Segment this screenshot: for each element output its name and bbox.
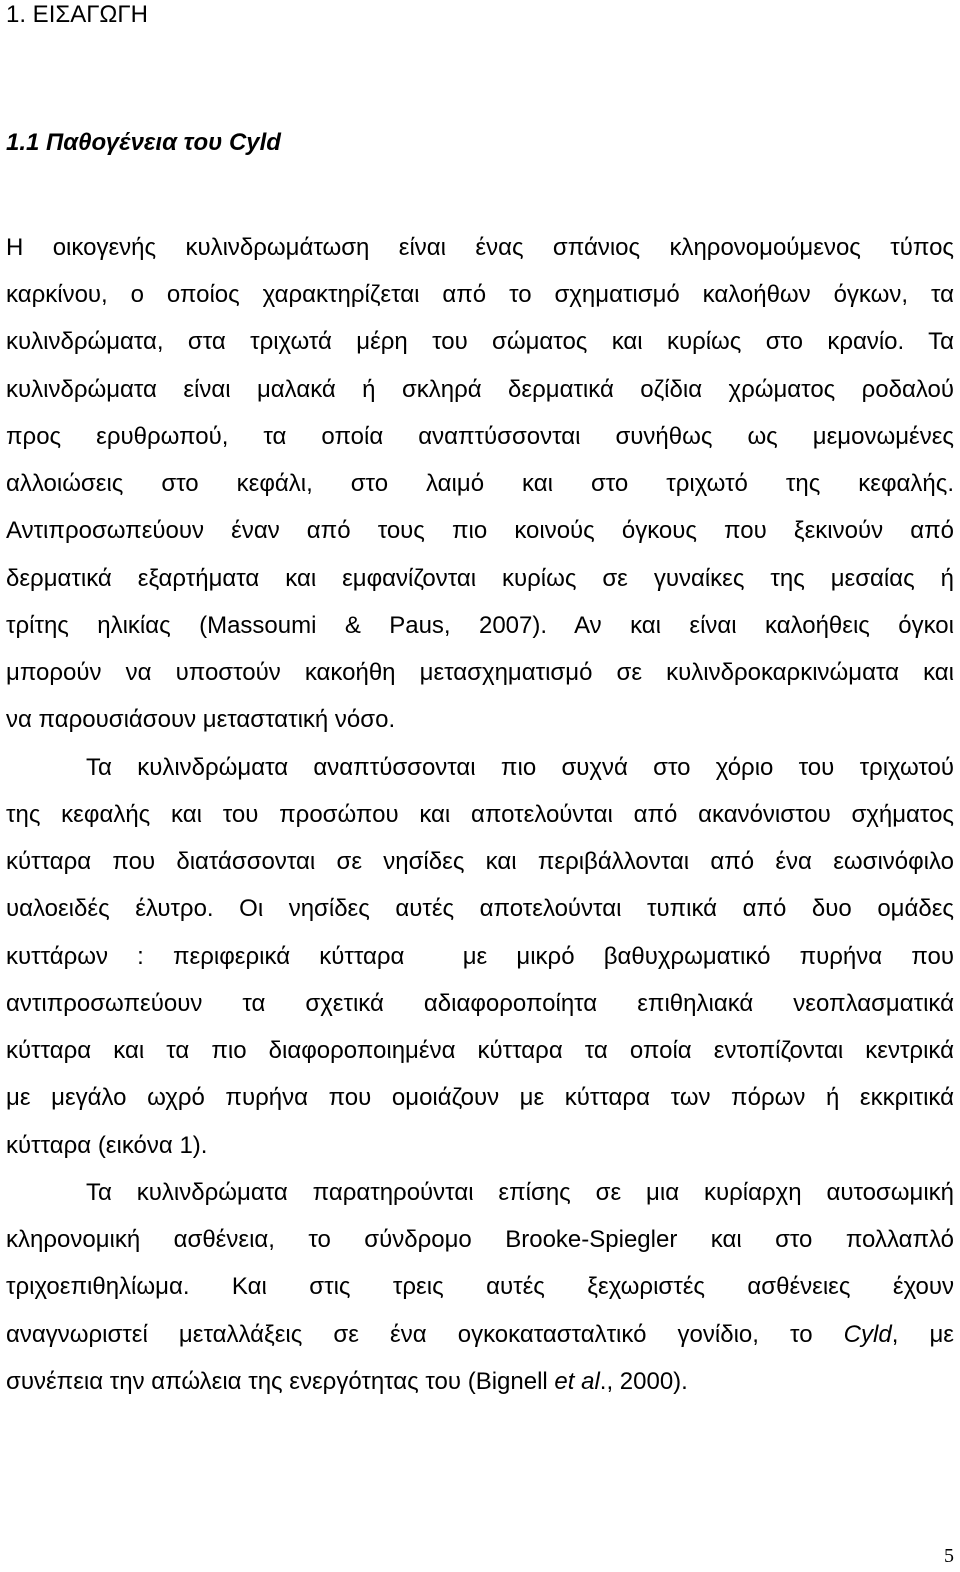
text-line: κυλινδρώματα, στα τριχωτά μέρη του σώματος και κυρίως στο κρανίο. Τα <box>6 328 954 355</box>
text-line: αντιπροσωπεύουν τα σχετικά αδιαφοροποίητα επιθηλιακά νεοπλασματικά <box>6 990 954 1017</box>
text-run: ., 2000). <box>599 1368 688 1395</box>
text-line <box>6 1367 954 1397</box>
text-line: κύτταρα και τα πιο διαφοροποιημένα κύτταρα τα οποία εντοπίζονται κεντρικά <box>6 1037 954 1064</box>
page-number: 5 <box>944 1545 954 1567</box>
text-run: αναγνωριστεί μεταλλάξεις σε ένα ογκοκατασταλτικό γονίδιο, το <box>6 1321 844 1348</box>
section-heading: 1. ΕΙΣΑΓΩΓΗ <box>6 1 148 28</box>
text-line <box>6 1320 954 1350</box>
gene-name: Cyld <box>843 1321 892 1348</box>
subsection-heading: 1.1 Παθογένεια του Cyld <box>6 129 281 156</box>
text-line: κύτταρα που διατάσσονται σε νησίδες και περιβάλλονται από ένα εωσινόφιλο <box>6 848 954 875</box>
text-line: να παρουσιάσουν μεταστατική νόσο. <box>6 706 396 733</box>
text-line: της κεφαλής και του προσώπου και αποτελούνται από ακανόνιστου σχήματος <box>6 801 954 828</box>
text-line: καρκίνου, ο οποίος χαρακτηρίζεται από το σχηματισμό καλοήθων όγκων, τα <box>6 281 954 308</box>
text-line: τρίτης ηλικίας (Massoumi & Paus, 2007). Αν και είναι καλοήθεις όγκοι <box>6 612 954 639</box>
text-line: υαλοειδές έλυτρο. Οι νησίδες αυτές αποτελούνται τυπικά από δυο ομάδες <box>6 895 954 922</box>
text-line: κυττάρων : περιφερικά κύτταρα με μικρό βαθυχρωματικό πυρήνα που <box>6 943 954 970</box>
text-line: Η οικογενής κυλινδρωμάτωση είναι ένας σπάνιος κληρονομούμενος τύπος <box>6 234 954 261</box>
text-line: αλλοιώσεις στο κεφάλι, στο λαιμό και στο τριχωτό της κεφαλής. <box>6 470 954 497</box>
text-line: κυλινδρώματα είναι μαλακά ή σκληρά δερματικά οζίδια χρώματος ροδαλού <box>6 376 954 403</box>
text-run: , με <box>891 1321 954 1348</box>
et-al: et al <box>554 1368 600 1395</box>
text-line: προς ερυθρωπού, τα οποία αναπτύσσονται συνήθως ως μεμονωμένες <box>6 423 954 450</box>
text-line: Τα κυλινδρώματα παρατηρούνται επίσης σε μια κυρίαρχη αυτοσωμική <box>86 1179 954 1206</box>
text-line: μπορούν να υποστούν κακοήθη μετασχηματισμό σε κυλινδροκαρκινώματα και <box>6 659 954 686</box>
text-line: Τα κυλινδρώματα αναπτύσσονται πιο συχνά στο χόριο του τριχωτού <box>86 754 954 781</box>
text-line: με μεγάλο ωχρό πυρήνα που ομοιάζουν με κύτταρα των πόρων ή εκκριτικά <box>6 1084 954 1111</box>
text-line: τριχοεπιθηλίωμα. Και στις τρεις αυτές ξεχωριστές ασθένειες έχουν <box>6 1273 954 1300</box>
text-line: Αντιπροσωπεύουν έναν από τους πιο κοινούς όγκους που ξεκινούν από <box>6 517 954 544</box>
text-line: κληρονομική ασθένεια, το σύνδρομο Brooke-Spiegler και στο πολλαπλό <box>6 1226 954 1253</box>
text-line: δερματικά εξαρτήματα και εμφανίζονται κυρίως σε γυναίκες της μεσαίας ή <box>6 565 954 592</box>
text-run: συνέπεια την απώλεια της ενεργότητας του (Bignell <box>6 1368 555 1395</box>
text-line: κύτταρα (εικόνα 1). <box>6 1132 208 1159</box>
